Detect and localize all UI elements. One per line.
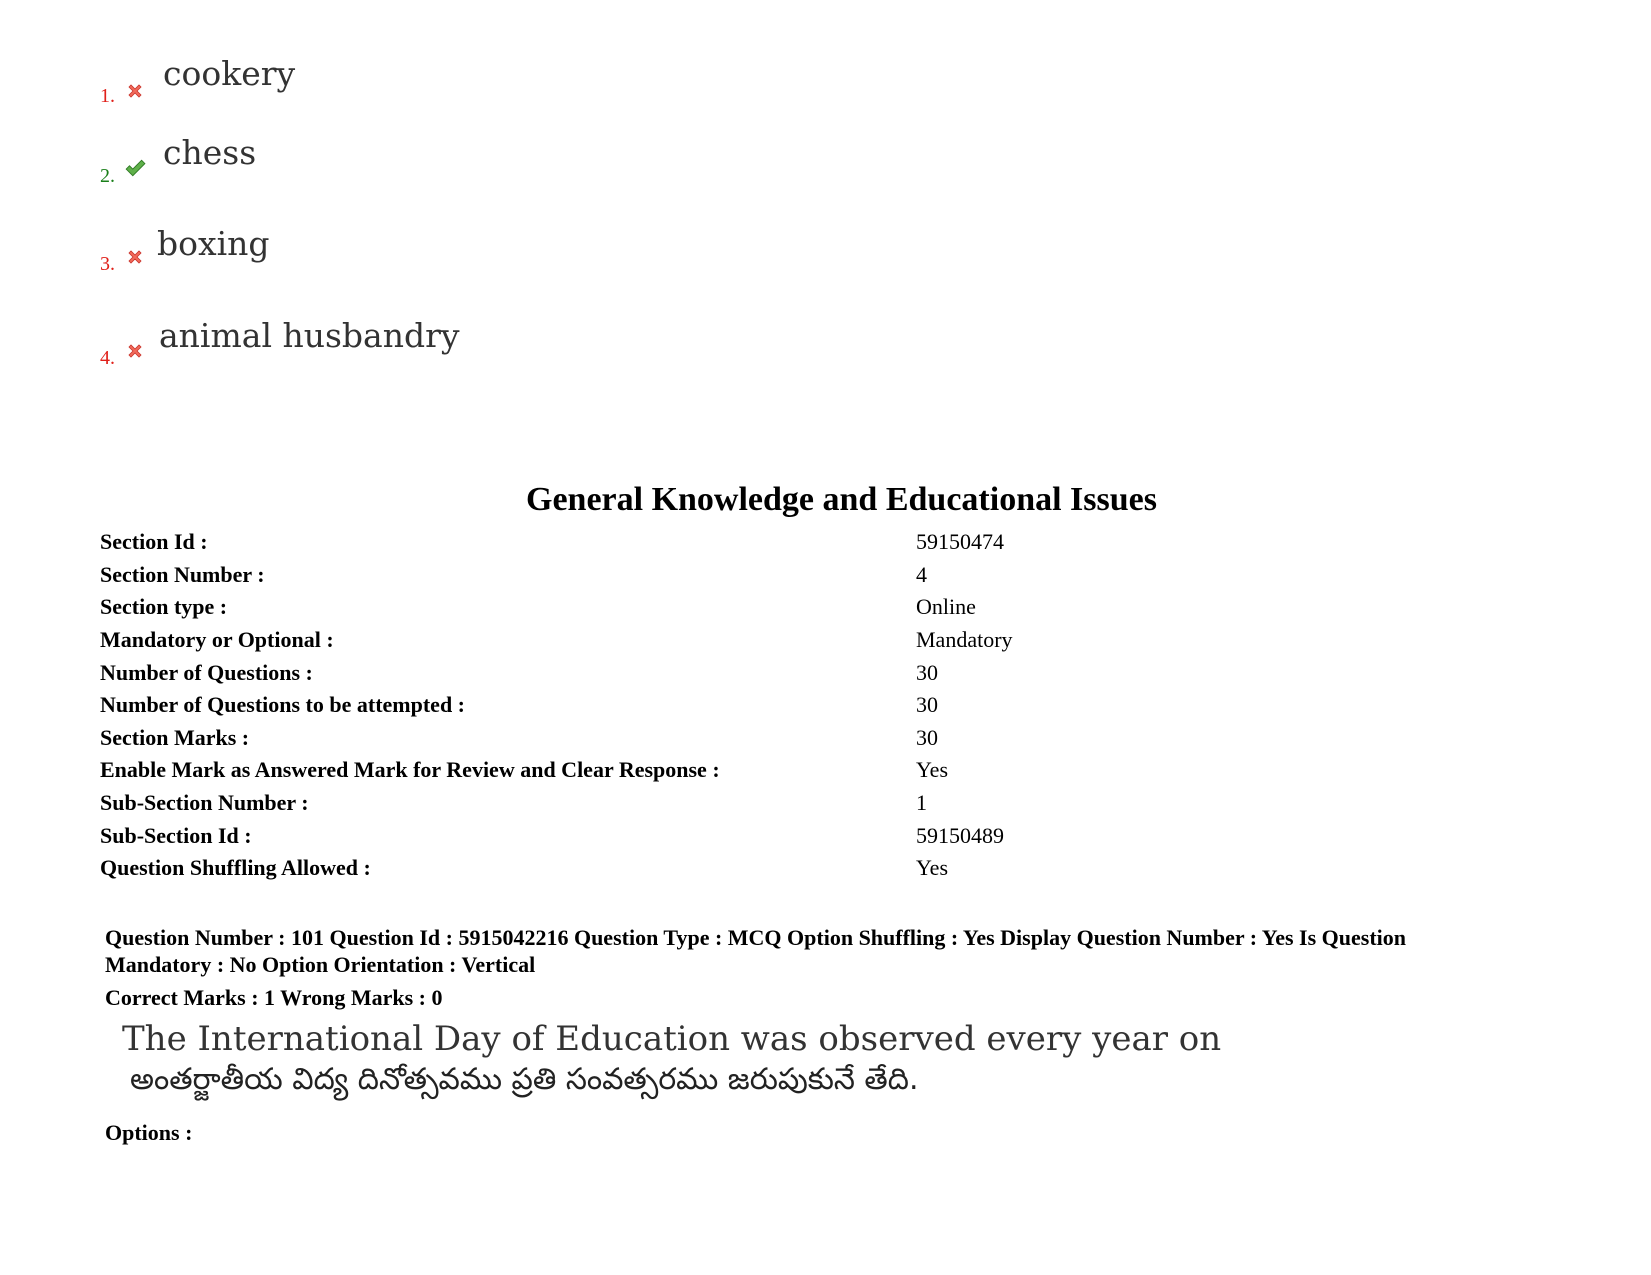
cross-icon: [126, 342, 144, 360]
cross-icon: [126, 248, 144, 266]
table-row: [100, 819, 1013, 852]
row-value: 30: [916, 692, 938, 718]
option-number: 4.: [100, 347, 115, 369]
row-value: Yes: [916, 855, 949, 881]
option-number: 2.: [100, 165, 115, 187]
table-row: [100, 526, 1013, 559]
question-header: [105, 924, 1525, 1011]
table-row: [100, 722, 1013, 755]
row-label: Section type :: [100, 594, 228, 620]
option-text: boxing: [157, 224, 270, 263]
question-meta-line-2: Mandatory : No Option Orientation : Vertical: [105, 952, 536, 977]
row-value: Online: [916, 594, 976, 620]
question-meta-line-1: Question Number : 101 Question Id : 5915042216 Question Type : MCQ Option Shuffling : Yes Display Question Number : Yes Is Question: [105, 925, 1406, 950]
option-text: chess: [163, 133, 257, 172]
row-label: Enable Mark as Answered Mark for Review and Clear Response :: [100, 757, 720, 783]
table-row: [100, 624, 1013, 657]
option-number: 1.: [100, 85, 115, 107]
question-stem: [122, 1018, 1222, 1100]
check-icon: [124, 158, 146, 178]
question-text-telugu: అంతర్జాతీయ విద్య దినోత్సవము ప్రతి సంవత్సరము జరుపుకునే తేది.: [130, 1062, 919, 1097]
row-value: 59150489: [916, 822, 1004, 848]
row-value: 30: [916, 724, 938, 750]
question-text-english: The International Day of Education was observed every year on: [122, 1019, 1222, 1059]
row-label: Sub-Section Number :: [100, 790, 309, 816]
table-row: [100, 689, 1013, 722]
table-row: [100, 559, 1013, 592]
section-details-table: [100, 526, 1013, 885]
row-label: Number of Questions :: [100, 659, 313, 685]
table-row: [100, 591, 1013, 624]
question-marks: Correct Marks : 1 Wrong Marks : 0: [105, 985, 443, 1010]
row-label: Section Id :: [100, 529, 208, 555]
row-value: Yes: [916, 757, 949, 783]
row-value: Mandatory: [916, 627, 1013, 653]
options-label: Options :: [105, 1120, 193, 1145]
option-text: animal husbandry: [159, 316, 460, 355]
row-label: Section Number :: [100, 561, 265, 587]
row-value: 1: [916, 790, 927, 816]
row-label: Question Shuffling Allowed :: [100, 855, 371, 881]
table-row: [100, 754, 1013, 787]
row-label: Sub-Section Id :: [100, 822, 252, 848]
table-row: [100, 787, 1013, 820]
row-value: 59150474: [916, 529, 1004, 555]
table-row: [100, 852, 1013, 885]
option-text: cookery: [163, 54, 296, 93]
option-number: 3.: [100, 253, 115, 275]
row-value: 4: [916, 561, 927, 587]
row-label: Mandatory or Optional :: [100, 627, 334, 653]
section-title: General Knowledge and Educational Issues: [526, 481, 1157, 518]
row-label: Number of Questions to be attempted :: [100, 692, 466, 718]
row-value: 30: [916, 659, 938, 685]
cross-icon: [126, 82, 144, 100]
table-row: [100, 656, 1013, 689]
row-label: Section Marks :: [100, 724, 250, 750]
